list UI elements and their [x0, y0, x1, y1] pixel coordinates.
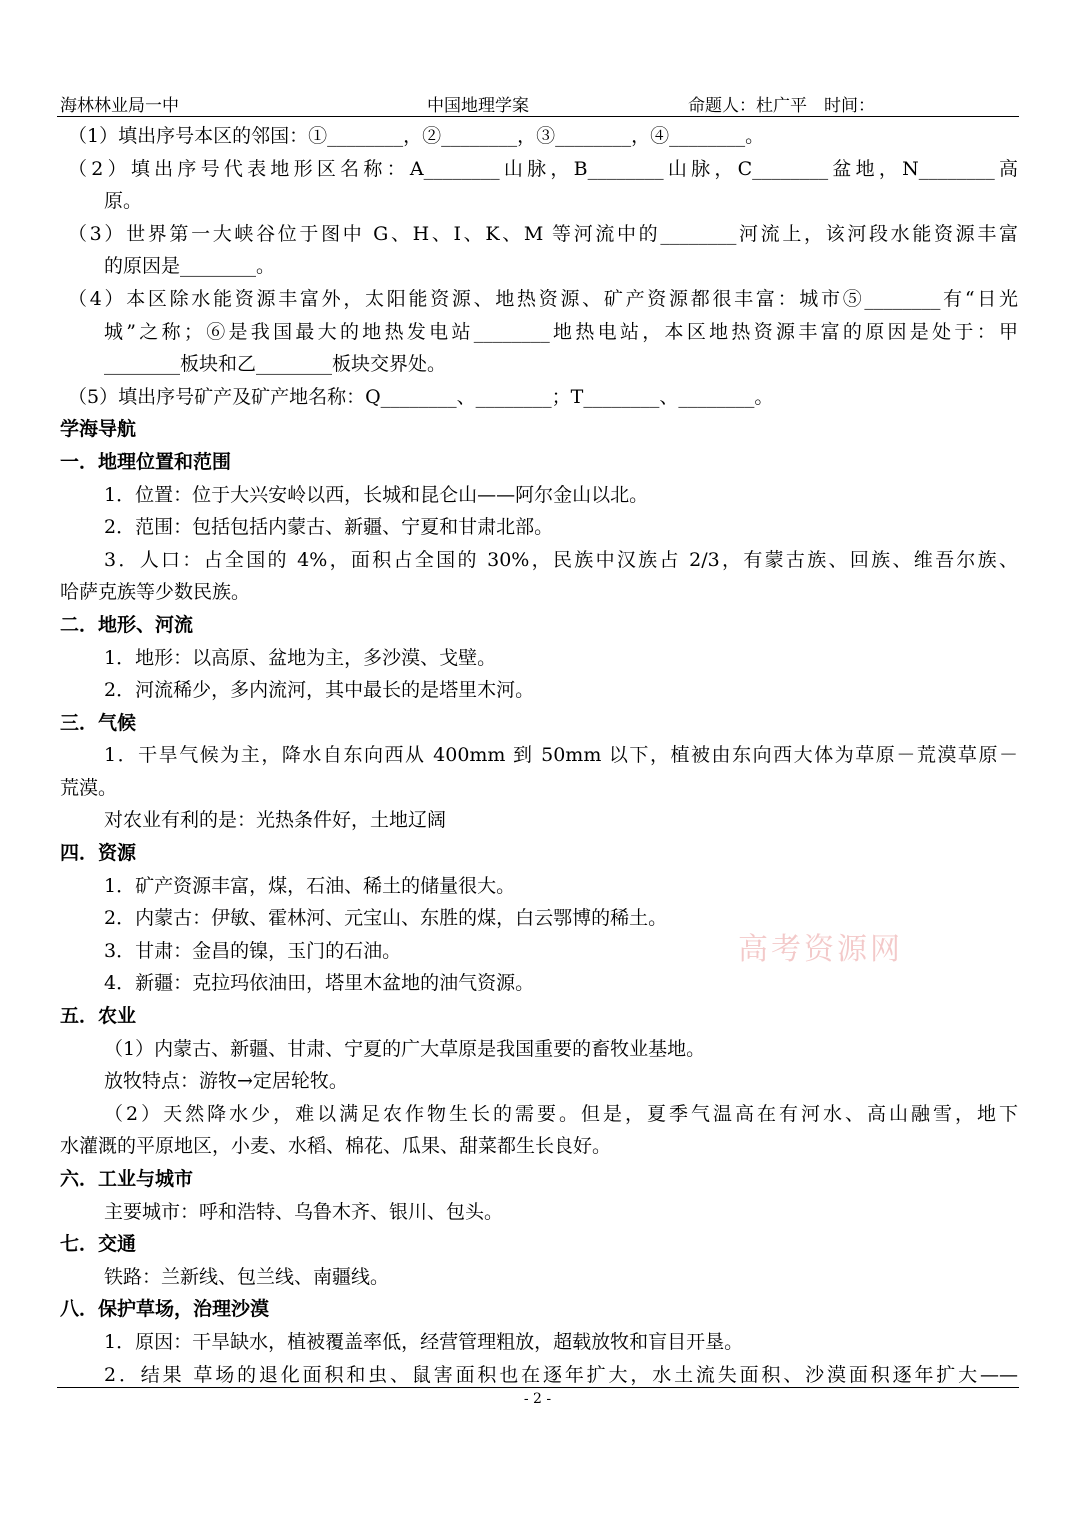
- text-line: 放牧特点：游牧→定居轮牧。: [104, 1070, 348, 1093]
- text-line: 3．甘肃：金昌的镍，玉门的石油。: [104, 939, 402, 962]
- section-heading: 的原因是________。: [104, 255, 276, 278]
- text-line: 1．位置：位于大兴安岭以西，长城和昆仑山——阿尔金山以北。: [104, 483, 649, 506]
- document-body: [60, 120, 1018, 1391]
- text-line: 哈萨克族等少数民族。: [60, 581, 251, 604]
- header-school: 海林林业局一中: [60, 96, 179, 116]
- header-author: 命题人：杜广平 时间：: [688, 96, 875, 116]
- text-line: （3）世界第一大峡谷位于图中 G、H、I、K、M 等河流中的________河流上，该河段水能资源丰富: [68, 222, 1018, 245]
- section-heading: 八．保护草场，治理沙漠: [60, 1298, 270, 1321]
- header-subject: 中国地理学案: [427, 96, 529, 116]
- text-line: 1．矿产资源丰富，煤，石油、稀土的储量很大。: [104, 874, 516, 897]
- section-heading: ________板块和乙________板块交界处。: [104, 353, 447, 376]
- text-line: 3．人口：占全国的 4%，面积占全国的 30%，民族中汉族占 2/3，有蒙古族、回族、维吾尔族、: [104, 548, 1018, 571]
- text-line: 对农业有利的是：光热条件好，土地辽阔: [104, 809, 447, 832]
- text-line: 1．干旱气候为主，降水自东向西从 400mm 到 50mm 以下，植被由东向西大体为草原－荒漠草原－: [104, 744, 1018, 767]
- section-heading: 原。: [104, 190, 143, 213]
- text-line: 2．河流稀少，多内流河，其中最长的是塔里木河。: [104, 679, 535, 702]
- page-header: [60, 91, 1018, 115]
- text-line: 2．结果 草场的退化面积和虫、鼠害面积也在逐年扩大，水土流失面积、沙漠面积逐年扩大——: [104, 1363, 1018, 1386]
- footer-rule: [57, 1387, 1019, 1388]
- text-line: （2）天然降水少，难以满足农作物生长的需要。但是，夏季气温高在有河水、高山融雪，地下: [104, 1102, 1018, 1125]
- watermark: 高考资源网: [738, 932, 903, 967]
- text-line: 2．范围：包括包括内蒙古、新疆、宁夏和甘肃北部。: [104, 516, 554, 539]
- section-heading: 四．资源: [60, 842, 137, 865]
- header-rule: [57, 116, 1019, 117]
- text-line: 主要城市：呼和浩特、乌鲁木齐、银川、包头。: [104, 1200, 504, 1223]
- text-line: 1．原因：干旱缺水，植被覆盖率低，经营管理粗放，超载放牧和盲目开垦。: [104, 1330, 744, 1353]
- text-line: （4）本区除水能资源丰富外，太阳能资源、地热资源、矿产资源都很丰富：城市⑤________有“日光: [68, 287, 1018, 310]
- page-number: - 2 -: [523, 1391, 552, 1407]
- text-line: 荒漠。: [60, 776, 118, 799]
- text-line: （1）填出序号本区的邻国：①________，②________，③________，④________。: [68, 125, 765, 147]
- section-heading: 学海导航: [60, 418, 137, 441]
- section-heading: 城”之称；⑥是我国最大的地热发电站________地热电站，本区地热资源丰富的原因是处于：甲: [104, 320, 1018, 343]
- section-heading: 三．气候: [60, 711, 137, 734]
- text-line: （5）填出序号矿产及矿产地名称：Q________、________；T________、________。: [68, 385, 774, 408]
- text-line: 水灌溉的平原地区，小麦、水稻、棉花、瓜果、甜菜都生长良好。: [60, 1135, 612, 1158]
- text-line: 4．新疆：克拉玛依油田，塔里木盆地的油气资源。: [104, 972, 535, 995]
- text-line: 1．地形：以高原、盆地为主，多沙漠、戈壁。: [104, 646, 497, 669]
- section-heading: 六．工业与城市: [60, 1168, 194, 1190]
- section-heading: 七．交通: [60, 1233, 137, 1256]
- section-heading: 二．地形、河流: [60, 613, 194, 636]
- section-heading: 五．农业: [60, 1005, 137, 1028]
- text-line: 2．内蒙古：伊敏、霍林河、元宝山、东胜的煤，白云鄂博的稀土。: [104, 907, 668, 930]
- text-line: （1）内蒙古、新疆、甘肃、宁夏的广大草原是我国重要的畜牧业基地。: [104, 1037, 706, 1060]
- section-heading: 一．地理位置和范围: [60, 450, 232, 473]
- text-line: 铁路：兰新线、包兰线、南疆线。: [104, 1265, 390, 1288]
- text-line: （2）填出序号代表地形区名称：A________山脉，B________山脉，C________盆地，N________高: [68, 157, 1018, 180]
